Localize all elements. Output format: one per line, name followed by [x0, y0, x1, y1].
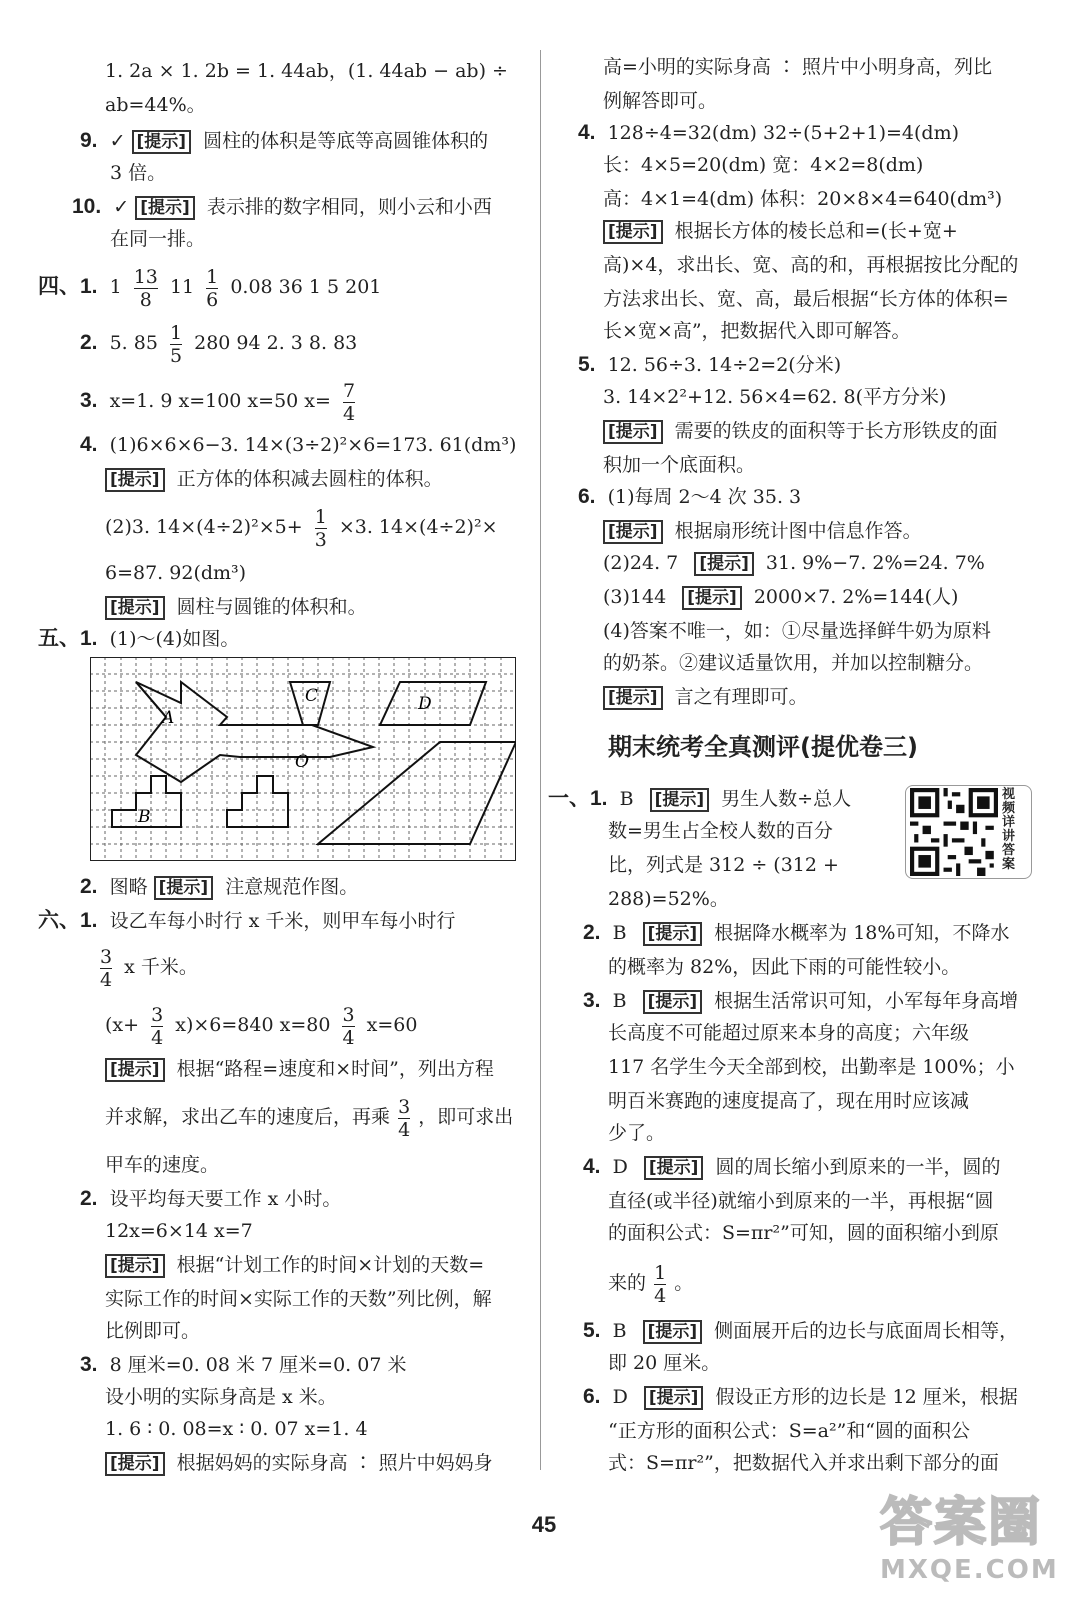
hint-tag: [提示]	[643, 922, 703, 946]
value: 280 94 2. 3 8. 83	[194, 332, 358, 354]
label-b: B	[138, 807, 151, 827]
value: (2)3. 14×(4÷2)²×5+	[105, 516, 303, 538]
fraction	[654, 1262, 666, 1307]
value: x 千米。	[124, 956, 198, 978]
numerator: 13	[133, 265, 158, 288]
right-line-1: 高=小明的实际身高 ∶ 照片中小明身高，列比	[603, 56, 993, 78]
value: x=60	[366, 1014, 418, 1036]
numerator: 1	[314, 505, 327, 528]
value: (3)144	[603, 586, 667, 608]
q-number: 4.	[80, 433, 98, 456]
q-number: 2.	[80, 1187, 98, 1210]
q-number: 2.	[80, 875, 98, 898]
hint-tag: [提示]	[643, 990, 703, 1014]
exam-answer-4-d	[608, 1258, 693, 1308]
section-6-q2-hint-b: 实际工作的时间×实际工作的天数”列比例，解	[105, 1288, 492, 1310]
numerator: 1	[206, 265, 219, 288]
answer-9	[80, 128, 488, 155]
hint-text: 31. 9%−7. 2%=24. 7%	[765, 552, 985, 574]
hint-text: 来的	[608, 1272, 647, 1294]
q-number: 3.	[583, 989, 601, 1012]
value: x=1. 9 x=100 x=50 x=	[109, 390, 331, 412]
qr-code-icon	[910, 788, 998, 876]
answer-4-b: 长：4×5=20(dm) 宽：4×2=8(dm)	[603, 154, 924, 176]
answer-5-hint	[603, 418, 998, 445]
hint-text: 根据“路程=速度和×时间”，列出方程	[176, 1058, 494, 1080]
hint-text: 。	[674, 1272, 694, 1294]
hint-tag: [提示]	[643, 1320, 703, 1344]
hint-text: 根据长方体的棱长总和=(长+宽+	[674, 220, 958, 242]
value: (1)每周 2～4 次 35. 3	[607, 486, 802, 508]
answer-10-cont: 在同一排。	[110, 228, 206, 250]
q-number: 3.	[80, 1353, 98, 1376]
hint-text: 侧面展开后的边长与底面周长相等，	[714, 1320, 1019, 1342]
section-4-q4-hint2	[105, 594, 367, 621]
exam-answer-1	[548, 786, 851, 813]
q-number: 3.	[80, 389, 98, 412]
hint-text: 需要的铁皮的面积等于长方形铁皮的面	[674, 420, 998, 442]
hint-text: 根据扇形统计图中信息作答。	[674, 520, 922, 542]
answer-5-b: 3. 14×2²+12. 56×4=62. 8(平方分米)	[603, 386, 947, 408]
hint-tag: [提示]	[644, 1386, 704, 1410]
section-4-q2	[80, 318, 357, 368]
section-6-q2-hint	[105, 1252, 484, 1279]
denominator: 4	[100, 968, 113, 991]
section-4-q4	[80, 432, 516, 458]
choice: B	[612, 1320, 627, 1342]
section-4-q4-result: 6=87. 92(dm³)	[105, 562, 247, 584]
value: x)×6=840 x=80	[175, 1014, 331, 1036]
value: (x+	[105, 1014, 140, 1036]
q-number: 4.	[578, 121, 596, 144]
label-o: O	[295, 752, 309, 772]
numerator: 1	[654, 1261, 667, 1284]
check-mark: ✓	[113, 196, 130, 218]
hint-text: 正方体的体积减去圆柱的体积。	[176, 468, 443, 490]
answer-4-hint-2: 高)×4，求出长、宽、高的和，再根据按比分配的	[603, 254, 1019, 276]
exam-answer-4	[583, 1154, 1000, 1181]
page-number: 45	[531, 1512, 557, 1537]
denominator: 4	[151, 1026, 164, 1049]
exam-answer-6-b: “正方形的面积公式：S=a²”和“圆的面积公	[608, 1420, 971, 1442]
section-4-q4-hint	[105, 466, 443, 493]
section-label: 一、1.	[548, 787, 608, 810]
exam-answer-3-c: 117 名学生今天全部到校，出勤率是 100%；小	[608, 1056, 1015, 1078]
denominator: 5	[169, 344, 183, 367]
hint-text: 圆的周长缩小到原来的一半，圆的	[715, 1156, 1001, 1178]
fraction	[100, 946, 112, 991]
hint-text: 并求解，求出乙车的速度后，再乘	[105, 1106, 391, 1128]
answer-6-part2	[603, 550, 985, 577]
hint-text: 言之有理即可。	[674, 686, 808, 708]
answer-6-part4-b: 的奶茶。②建议适量饮用，并加以控制糖分。	[603, 652, 984, 674]
fraction	[151, 1004, 163, 1049]
section-5-q1	[38, 626, 239, 652]
exam-answer-1-c: 比，列式是 312 ÷ (312 +	[608, 854, 839, 876]
hint-text: 2000×7. 2%=144(人)	[753, 586, 959, 608]
exam-answer-1-b: 数=男生占全校人数的百分	[608, 820, 833, 842]
numerator: 3	[342, 1003, 355, 1026]
numerator: 3	[100, 945, 113, 968]
choice: D	[612, 1386, 628, 1408]
answer-6-hint	[603, 518, 922, 545]
hint-text: 根据“计划工作的时间×计划的天数=	[176, 1254, 485, 1276]
hint-tag: [提示]	[132, 130, 192, 154]
value: (1)6×6×6−3. 14×(3÷2)²×6=173. 61(dm³)	[109, 434, 517, 456]
exam-answer-5-b: 即 20 厘米。	[608, 1352, 721, 1374]
answer-4-hint	[603, 218, 958, 245]
answer-5	[578, 352, 841, 378]
choice: B	[612, 922, 627, 944]
answer-6	[578, 484, 801, 510]
exam-answer-6	[583, 1384, 1018, 1411]
qr-code-box[interactable]	[905, 785, 1032, 879]
denominator: 6	[206, 288, 219, 311]
exam-answer-1-d: 288)=52%。	[608, 888, 729, 910]
exam-answer-5	[583, 1318, 1018, 1345]
hint-tag: [提示]	[650, 788, 710, 812]
value: 1	[109, 276, 122, 298]
answer-4-c: 高：4×1=4(dm) 体积：20×8×4=640(dm³)	[603, 188, 1003, 210]
choice: B	[619, 788, 634, 810]
watermark-line-1: 答案圈	[880, 1493, 1043, 1553]
value: ×3. 14×(4÷2)²×	[338, 516, 498, 538]
label-d: D	[418, 694, 432, 714]
fraction	[315, 506, 327, 551]
shape-a	[136, 682, 373, 782]
hint-tag: [提示]	[644, 1156, 704, 1180]
numerator: 3	[398, 1095, 411, 1118]
hint-tag: [提示]	[603, 520, 663, 544]
hint-text: 根据降水概率为 18%可知，不降水	[714, 922, 1010, 944]
exam-answer-2-b: 的概率为 82%，因此下雨的可能性较小。	[608, 956, 961, 978]
label-c: C	[305, 686, 319, 706]
hint-tag: [提示]	[154, 876, 214, 900]
value: 11	[169, 276, 195, 298]
hint-tag: [提示]	[105, 468, 165, 492]
hint-text: 根据生活常识可知，小军每年身高增	[714, 990, 1019, 1012]
hint-tag: [提示]	[105, 1452, 165, 1476]
section-5-q2	[80, 874, 358, 901]
watermark-logo	[880, 1480, 1080, 1590]
section-title: 期末统考全真测评(提优卷三)	[608, 733, 918, 761]
answer-6-part3	[603, 584, 958, 611]
answer-6-part4: (4)答案不唯一，如：①尽量选择鲜牛奶为原料	[603, 620, 991, 642]
exam-answer-4-b: 直径(或半径)就缩小到原来的一半，再根据“圆	[608, 1190, 994, 1212]
hint-tag: [提示]	[603, 686, 663, 710]
section-6-q3	[80, 1352, 406, 1378]
left-line-2: ab=44%。	[105, 94, 206, 116]
fraction	[342, 1004, 354, 1049]
section-4-q1	[38, 262, 381, 312]
denominator: 4	[342, 1026, 355, 1049]
exam-answer-3-e: 少了。	[608, 1122, 666, 1144]
q-number: 5.	[583, 1319, 601, 1342]
section-label: 四、1.	[38, 275, 98, 298]
fraction	[206, 266, 218, 311]
exam-answer-6-c: 式：S=πr²”，把数据代入并求出剩下部分的面	[608, 1452, 999, 1474]
hint-text: ，即可求出	[418, 1106, 514, 1128]
hint-text: 根据妈妈的实际身高 ∶ 照片中妈妈身	[176, 1452, 493, 1474]
exam-answer-2	[583, 920, 1009, 947]
fraction	[170, 322, 182, 367]
q-number: 9.	[80, 129, 98, 152]
hint-tag: [提示]	[105, 1254, 165, 1278]
value: 12. 56÷3. 14÷2=2(分米)	[607, 354, 842, 376]
q-number: 6.	[583, 1385, 601, 1408]
hint-tag: [提示]	[694, 552, 754, 576]
value: 图略	[109, 876, 148, 898]
section-4-q3	[80, 376, 361, 426]
q-number: 6.	[578, 485, 596, 508]
value: 128÷4=32(dm) 32÷(5+2+1)=4(dm)	[607, 122, 960, 144]
denominator: 4	[654, 1284, 667, 1307]
hint-tag: [提示]	[603, 220, 663, 244]
hint-text: 男生人数÷总人	[721, 788, 852, 810]
section-4-q4-part2	[105, 502, 498, 552]
q-number: 4.	[583, 1155, 601, 1178]
section-6-q2	[80, 1186, 341, 1212]
answer-4-hint-4: 长×宽×高”，把数据代入即可解答。	[603, 320, 911, 342]
fraction	[134, 266, 158, 311]
section-6-q3-c: 1. 6 ∶ 0. 08=x ∶ 0. 07 x=1. 4	[105, 1418, 368, 1440]
hint-text: 注意规范作图。	[225, 876, 359, 898]
value: (2)24. 7	[603, 552, 679, 574]
section-label: 五、1.	[38, 627, 98, 650]
hint-tag: [提示]	[135, 196, 195, 220]
answer-5-hint-2: 积加一个底面积。	[603, 454, 756, 476]
hint-text: 圆柱的体积是等底等高圆锥体积的	[203, 130, 489, 152]
watermark-line-2: MXQE.COM	[880, 1555, 1059, 1585]
check-mark: ✓	[109, 130, 126, 152]
choice: B	[612, 990, 627, 1012]
section-6-hint1	[105, 1056, 494, 1083]
value: 5. 85	[109, 332, 158, 354]
q-number: 10.	[72, 195, 102, 218]
value: 设平均每天要工作 x 小时。	[109, 1188, 342, 1210]
value: 8 厘米=0. 08 米 7 厘米=0. 07 米	[109, 1354, 407, 1376]
hint-text: 表示排的数字相同，则小云和小西	[206, 196, 492, 218]
value: 0.08 36 1 5 201	[230, 276, 382, 298]
q-number: 5.	[578, 353, 596, 376]
section-label: 六、1.	[38, 909, 98, 932]
numerator: 3	[151, 1003, 164, 1026]
hint-text: 假设正方形的边长是 12 厘米，根据	[715, 1386, 1018, 1408]
section-6-hint1-end: 甲车的速度。	[105, 1154, 220, 1176]
drawing-grid	[90, 657, 516, 861]
exam-answer-4-c: 的面积公式：S=πr²”可知，圆的面积缩小到原	[608, 1222, 999, 1244]
fraction	[343, 380, 355, 425]
right-line-2: 例解答即可。	[603, 90, 718, 112]
denominator: 3	[314, 528, 327, 551]
label-a: A	[162, 708, 175, 728]
section-6-q3-hint	[105, 1450, 493, 1477]
denominator: 4	[398, 1118, 411, 1141]
section-6-q1	[38, 908, 455, 934]
q-number: 2.	[80, 331, 98, 354]
hint-text: 圆柱与圆锥的体积和。	[176, 596, 367, 618]
answer-6-hint4	[603, 684, 808, 711]
qr-label: 视频详讲答案	[1002, 787, 1016, 872]
hint-tag: [提示]	[105, 596, 165, 620]
answer-10	[72, 194, 492, 221]
q-number: 2.	[583, 921, 601, 944]
exam-answer-3-d: 明百米赛跑的速度提高了，现在用时应该减	[608, 1090, 970, 1112]
section-6-q2-eq: 12x=6×14 x=7	[105, 1220, 253, 1242]
section-6-q3-b: 设小明的实际身高是 x 米。	[105, 1386, 337, 1408]
answer-4-hint-3: 方法求出长、宽、高，最后根据“长方体的体积=	[603, 288, 1009, 310]
denominator: 8	[134, 288, 158, 311]
section-6-equation	[105, 1000, 417, 1050]
column-divider	[540, 50, 541, 1470]
hint-tag: [提示]	[105, 1058, 165, 1082]
section-6-hint1-cont	[105, 1092, 513, 1142]
choice: D	[612, 1156, 628, 1178]
section-6-q2-hint-c: 比例即可。	[105, 1320, 201, 1342]
numerator: 7	[342, 379, 356, 402]
exam-answer-3-b: 长高度不可能超过原来本身的高度；六年级	[608, 1022, 970, 1044]
fraction	[398, 1096, 410, 1141]
numerator: 1	[169, 321, 183, 344]
answer-4	[578, 120, 959, 146]
exam-answer-3	[583, 988, 1018, 1015]
value: (1)～(4)如图。	[109, 628, 240, 650]
value: 设乙车每小时行 x 千米，则甲车每小时行	[109, 910, 456, 932]
section-6-q1-cont	[100, 942, 198, 992]
answer-9-cont: 3 倍。	[110, 162, 167, 184]
denominator: 4	[342, 402, 356, 425]
hint-tag: [提示]	[603, 420, 663, 444]
hint-tag: [提示]	[682, 586, 742, 610]
left-line-1: 1. 2a × 1. 2b = 1. 44ab，(1. 44ab − ab) ÷	[105, 60, 508, 82]
